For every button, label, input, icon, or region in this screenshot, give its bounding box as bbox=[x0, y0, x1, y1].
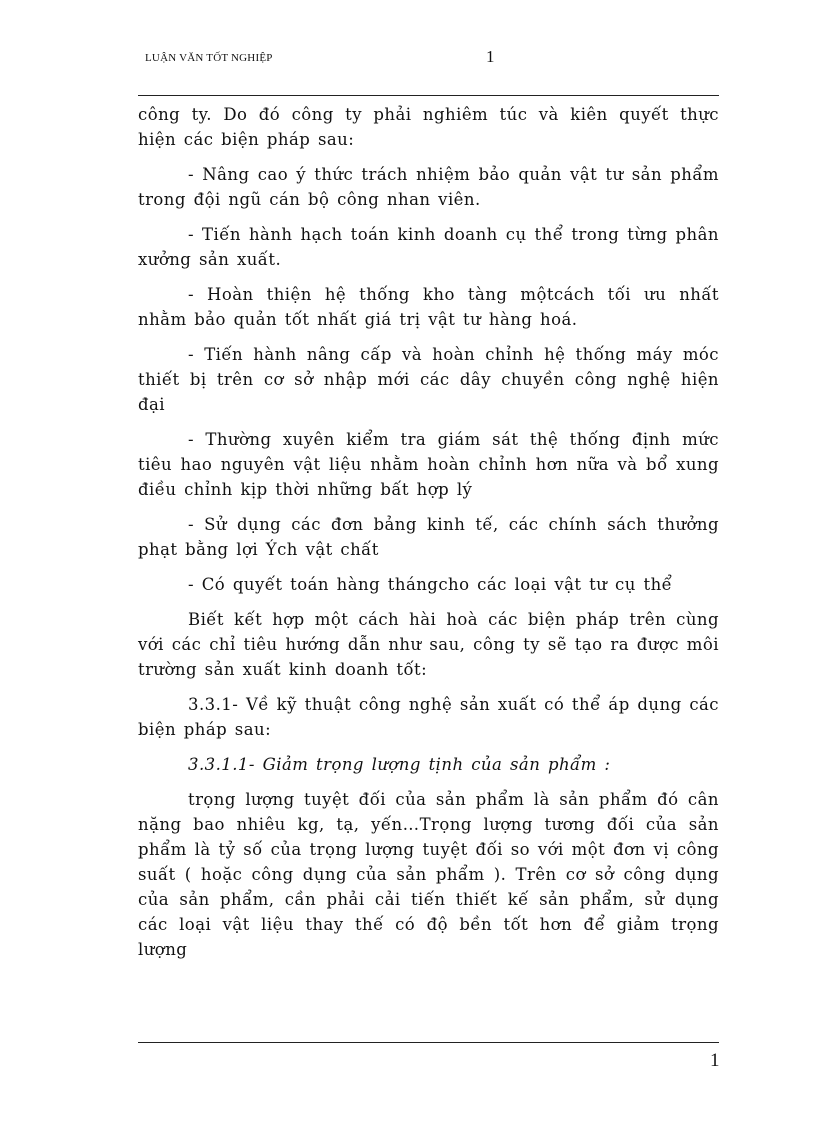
bullet-item-machinery: - Tiến hành nâng cấp và hoàn chỉnh hệ thống máy móc thiết bị trên cơ sở nhập mới các dây chuyền công nghệ hiện đại bbox=[138, 345, 719, 414]
bullet-item-inspection: - Thường xuyên kiểm tra giám sát thệ thống định mức tiêu hao nguyên vật liệu nhằm hoàn chỉnh hơn nữa và bổ xung điều chỉnh kịp thời những bất hợp lý bbox=[138, 430, 719, 499]
page-header bbox=[0, 0, 816, 100]
section-heading-3-3-1: 3.3.1- Về kỹ thuật công nghệ sản xuất có thể áp dụng các biện pháp sau: bbox=[138, 695, 719, 739]
subsection-heading-3-3-1-1: 3.3.1.1- Giảm trọng lượng tịnh của sản phẩm : bbox=[188, 755, 611, 774]
bullet-item-warehouse: - Hoàn thiện hệ thống kho tàng mộtcách tối ưu nhất nhằm bảo quản tốt nhất giá trị vật tư hàng hoá. bbox=[138, 285, 719, 329]
bullet-item-settlement: - Có quyết toán hàng thángcho các loại vật tư cụ thể bbox=[188, 575, 673, 594]
paragraph-combination: Biết kết hợp một cách hài hoà các biện pháp trên cùng với các chỉ tiêu hướng dẫn như sau, công ty sẽ tạo ra được môi trường sản xuất kinh doanh tốt: bbox=[138, 610, 719, 679]
bullet-item-accounting: - Tiến hành hạch toán kinh doanh cụ thể trong từng phân xưởng sản xuất. bbox=[138, 225, 719, 269]
header-page-number: 1 bbox=[486, 47, 495, 66]
footer-rule bbox=[138, 1042, 719, 1043]
bullet-item-incentives: - Sử dụng các đơn bảng kinh tế, các chính sách thưởng phạt bằng lợi Ých vật chất bbox=[138, 515, 719, 559]
bullet-item-awareness: - Nâng cao ý thức trách nhiệm bảo quản vật tư sản phẩm trong đội ngũ cán bộ công nhan viên. bbox=[138, 165, 719, 209]
document-body bbox=[138, 102, 719, 972]
header-rule bbox=[138, 95, 719, 96]
footer-page-number: 1 bbox=[710, 1050, 720, 1071]
paragraph-continuation: công ty. Do đó công ty phải nghiêm túc và kiên quyết thực hiện các biện pháp sau: bbox=[138, 105, 719, 149]
paragraph-weight: trọng lượng tuyệt đối của sản phẩm là sản phẩm đó cân nặng bao nhiêu kg, tạ, yến…Trọng lượng tương đối của sản phẩm là tỷ số của trọng lượng tuyệt đối so với một đơn vị công suất ( hoặc công dụng của sản phẩm ). Trên cơ sở công dụng của sản phẩm, cần phải cải tiến thiết kế sản phẩm, sử dụng các loại vật liệu thay thế có độ bền tốt hơn để giảm trọng lượng bbox=[138, 790, 719, 959]
header-thesis-title: LUẬN VĂN TỐT NGHIỆP bbox=[145, 52, 273, 64]
